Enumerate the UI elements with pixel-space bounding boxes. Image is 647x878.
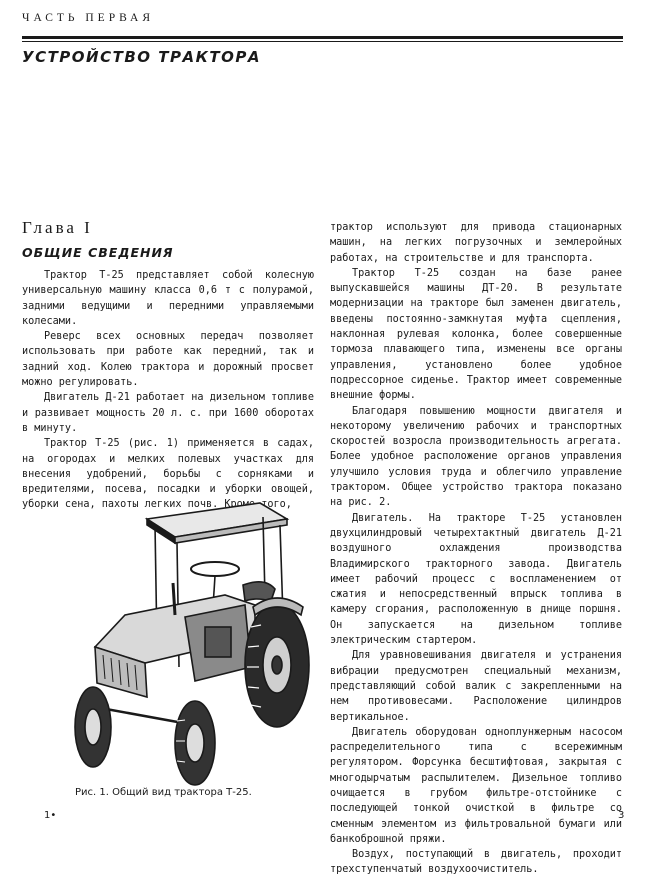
header-rule-thick [22, 36, 623, 39]
figure-caption: Рис. 1. Общий вид трактора Т-25. [75, 787, 252, 798]
part-title: УСТРОЙСТВО ТРАКТОРА [22, 48, 261, 66]
chapter-title: ОБЩИЕ СВЕДЕНИЯ [22, 245, 174, 260]
paragraph: Трактор Т-25 создан на базе ранее выпускавшейся машины ДТ-20. В результате модернизации на тракторе был заменен двигатель, введены постоянно-замкнутая муфта сцепления, наклонная рулевая колонка, более совершенные тормоза плавающего типа, изменены все органы управления, установлено более удобное подрессорное сиденье. Трактор имеет современные внешние формы. [330, 267, 622, 402]
signature-mark: 1• [44, 810, 57, 821]
paragraph: Трактор Т-25 (рис. 1) применяется в садах, на огородах и мелких полевых участках для внесения удобрений, борьбы с сорняками и вредителями, посева, посадки и уборки овощей, уборки сена, пахоты легких почв. Кроме того, [22, 438, 314, 511]
right-column [330, 220, 625, 878]
left-column [22, 268, 314, 513]
paragraph: Для уравновешивания двигателя и устранения вибрации предусмотрен специальный механизм, представляющий собой валик с закрепленными на нем противовесами. Расположение цилиндров вертикальное. [330, 650, 622, 723]
paragraph: Двигатель. На тракторе Т-25 установлен двухцилиндровый четырехтактный двигатель Д-21 воздушного охлаждения производства Владимирского тракторного завода. Двигатель имеет рабочий процесс с воспламенением от сжатия и непосредственный впрыск топлива в камеру сгорания, расположенную в днище поршня. Он запускается на дизельном топливе электрическим стартером. [330, 512, 622, 647]
paragraph: Благодаря повышению мощности двигателя и некоторому увеличению рабочих и транспортных скоростей возросла производительность агрегата. Более удобное расположение органов управления улучшило условия труда и облегчило управление трактором. Общее устройство трактора показано на рис. 2. [330, 405, 622, 509]
paragraph-continuation: трактор используют для привода стационарных машин, на легких погрузочных и землеройных работах, на строительстве и для транспорта. [330, 222, 622, 264]
paragraph: Двигатель Д-21 работает на дизельном топливе и развивает мощность 20 л. с. при 1600 оборотах в минуту. [22, 392, 314, 434]
part-label: ЧАСТЬ ПЕРВАЯ [22, 12, 155, 24]
chapter-label: Глава I [22, 218, 93, 237]
header-rule-thin [22, 41, 623, 42]
paragraph: Воздух, поступающий в двигатель, проходит трехступенчатый воздухоочиститель. [330, 849, 622, 876]
page-number: 3 [618, 810, 625, 821]
paragraph: Двигатель оборудован одноплунжерным насосом распределительного типа с всережимным регулятором. Форсунка бесштифтовая, закрытая с многодырчатым распылителем. Дизельное топливо очищается в грубом фильтре-отстойнике с последующей тонкой очисткой в фильтре со сменным элементом из фильтровальной бумаги или банкоброшной пряжи. [330, 726, 622, 845]
paragraph: Трактор Т-25 представляет собой колесную универсальную машину класса 0,6 т с полурамой, задними ведущими и передними управляемыми колесами. [22, 270, 314, 327]
paragraph: Реверс всех основных передач позволяет использовать при работе как передний, так и задний ход. Колею трактора и дорожный просвет можно регулировать. [22, 331, 314, 389]
tractor-illustration [55, 497, 315, 787]
